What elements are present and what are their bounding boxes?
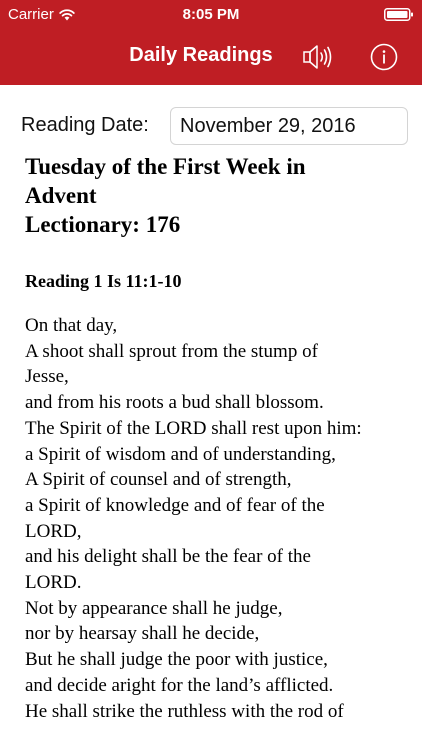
reading-line: a Spirit of knowledge and of fear of the	[25, 494, 325, 516]
reading-line: On that day,	[25, 315, 118, 336]
day-title-line: Advent	[25, 183, 97, 208]
reading-date-label: Reading Date:	[21, 114, 149, 136]
reading-text	[25, 313, 415, 724]
reading-line: Jesse,	[25, 366, 69, 388]
lectionary-number: Lectionary: 176	[25, 212, 181, 237]
app-header	[0, 0, 422, 85]
reading-line: The Spirit of the LORD shall rest upon him:	[25, 417, 362, 439]
reading-line: A Spirit of counsel and of strength,	[25, 469, 292, 491]
reading-line: and decide aright for the land’s afflicted.	[25, 674, 334, 696]
status-time: 8:05 PM	[182, 6, 240, 23]
speaker-button[interactable]	[301, 42, 333, 72]
reading-line: Not by appearance shall he judge,	[25, 597, 283, 619]
reading-date-field[interactable]	[170, 107, 408, 145]
reading-line: LORD,	[25, 520, 82, 542]
reading-line: and from his roots a bud shall blossom.	[25, 392, 324, 414]
reading-content	[25, 152, 415, 724]
page-title: Daily Readings	[129, 44, 273, 66]
reading-line: But he shall judge the poor with justice,	[25, 649, 328, 671]
reading-line: nor by hearsay shall he decide,	[25, 623, 260, 645]
reading-line: LORD.	[25, 572, 82, 594]
reading-heading: Reading 1 Is 11:1-10	[25, 271, 182, 291]
info-icon	[370, 43, 398, 71]
reading-line: a Spirit of wisdom and of understanding,	[25, 443, 336, 465]
battery-icon	[384, 8, 414, 21]
reading-line: and his delight shall be the fear of the	[25, 546, 311, 568]
day-title	[25, 152, 415, 239]
reading-line: He shall strike the ruthless with the rod of	[25, 700, 344, 722]
info-button[interactable]	[369, 42, 399, 72]
status-bar	[0, 0, 422, 30]
speaker-icon	[302, 44, 332, 70]
reading-date-row	[0, 105, 422, 147]
day-title-line: Tuesday of the First Week in	[25, 154, 306, 179]
reading-line: A shoot shall sprout from the stump of	[25, 340, 318, 362]
carrier-label: Carrier	[8, 6, 54, 23]
